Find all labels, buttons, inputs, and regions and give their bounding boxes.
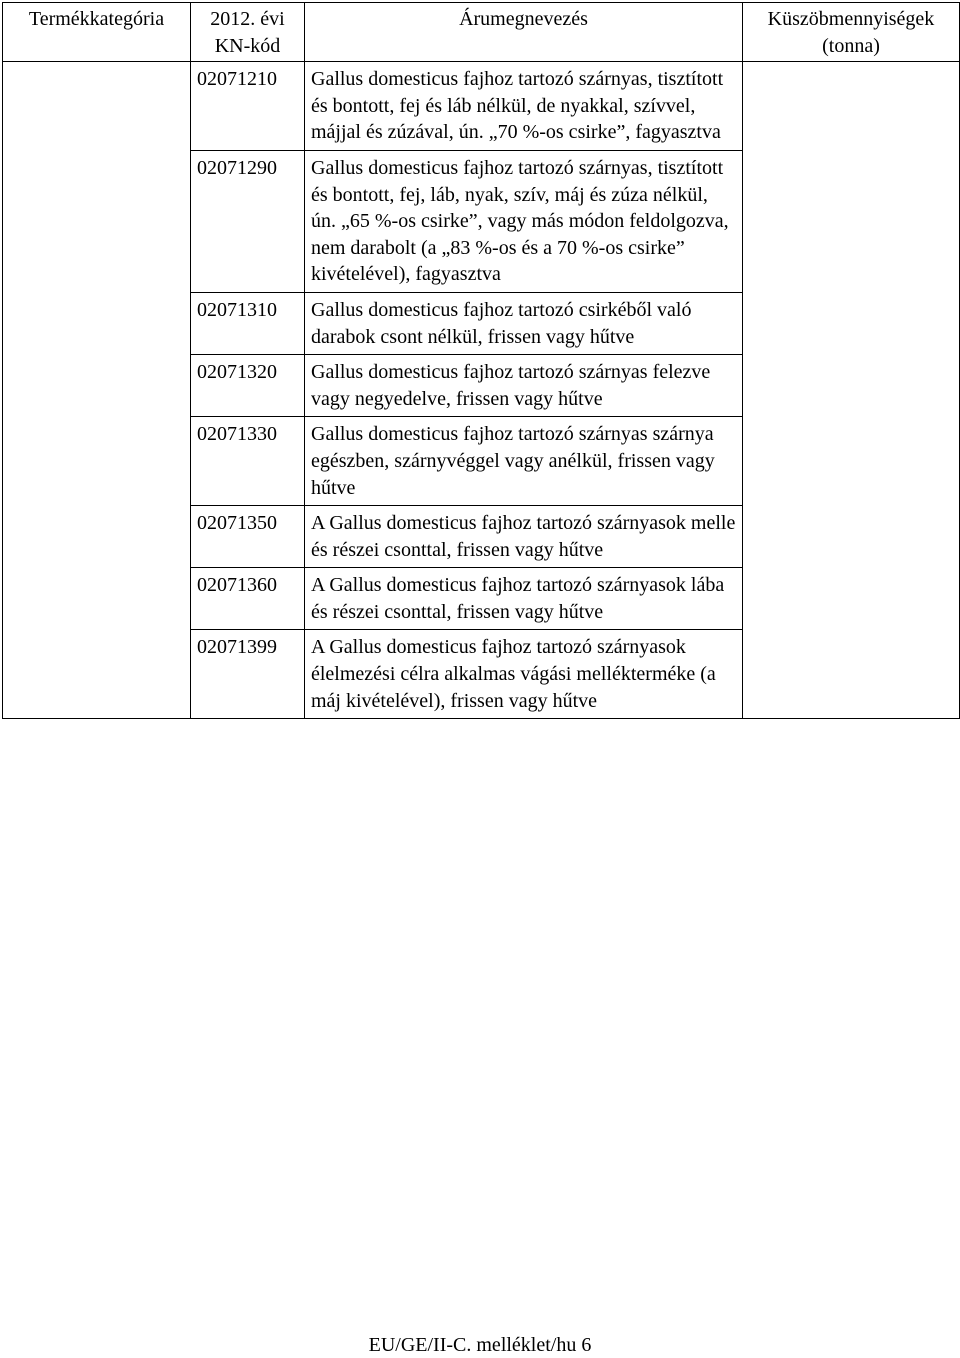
header-threshold: Küszöbmennyiségek (tonna) (743, 3, 960, 62)
description-cell: A Gallus domesticus fajhoz tartozó szárnyasok melle és részei csonttal, frissen vagy hűtve (305, 506, 743, 568)
threshold-cell (743, 62, 960, 719)
kn-code-cell: 02071320 (191, 355, 305, 417)
page-footer: EU/GE/II-C. melléklet/hu 6 (368, 1334, 592, 1356)
table-row (3, 62, 960, 151)
goods-table (2, 2, 960, 719)
header-description: Árumegnevezés (305, 3, 743, 62)
description-cell: A Gallus domesticus fajhoz tartozó szárnyasok élelmezési célra alkalmas vágási mellékterméke (a máj kivételével), frissen vagy hűtve (305, 630, 743, 719)
header-category: Termékkategória (3, 3, 191, 62)
description-cell: Gallus domesticus fajhoz tartozó csirkéből való darabok csont nélkül, frissen vagy hűtve (305, 292, 743, 354)
description-cell: Gallus domesticus fajhoz tartozó szárnyas, tisztított és bontott, fej, láb, nyak, szív, máj és zúza nélkül, ún. „65 %-os csirke”, vagy más módon feldolgozva, nem darabolt (a „83 %-os és a 70 %-os csirke” kivételével), fagyasztva (305, 150, 743, 292)
kn-code-cell: 02071399 (191, 630, 305, 719)
kn-code-cell: 02071330 (191, 417, 305, 506)
kn-code-cell: 02071290 (191, 150, 305, 292)
table-header-row (3, 3, 960, 62)
kn-code-cell: 02071360 (191, 568, 305, 630)
category-cell (3, 62, 191, 719)
kn-code-cell: 02071210 (191, 62, 305, 151)
description-cell: Gallus domesticus fajhoz tartozó szárnyas szárnya egészben, szárnyvéggel vagy anélkül, frissen vagy hűtve (305, 417, 743, 506)
description-cell: A Gallus domesticus fajhoz tartozó szárnyasok lába és részei csonttal, frissen vagy hűtve (305, 568, 743, 630)
description-cell: Gallus domesticus fajhoz tartozó szárnyas felezve vagy negyedelve, frissen vagy hűtve (305, 355, 743, 417)
kn-code-cell: 02071350 (191, 506, 305, 568)
header-kn-code: 2012. évi KN-kód (191, 3, 305, 62)
kn-code-cell: 02071310 (191, 292, 305, 354)
description-cell: Gallus domesticus fajhoz tartozó szárnyas, tisztított és bontott, fej és láb nélkül, de nyakkal, szívvel, májjal és zúzával, ún. „70 %-os csirke”, fagyasztva (305, 62, 743, 151)
